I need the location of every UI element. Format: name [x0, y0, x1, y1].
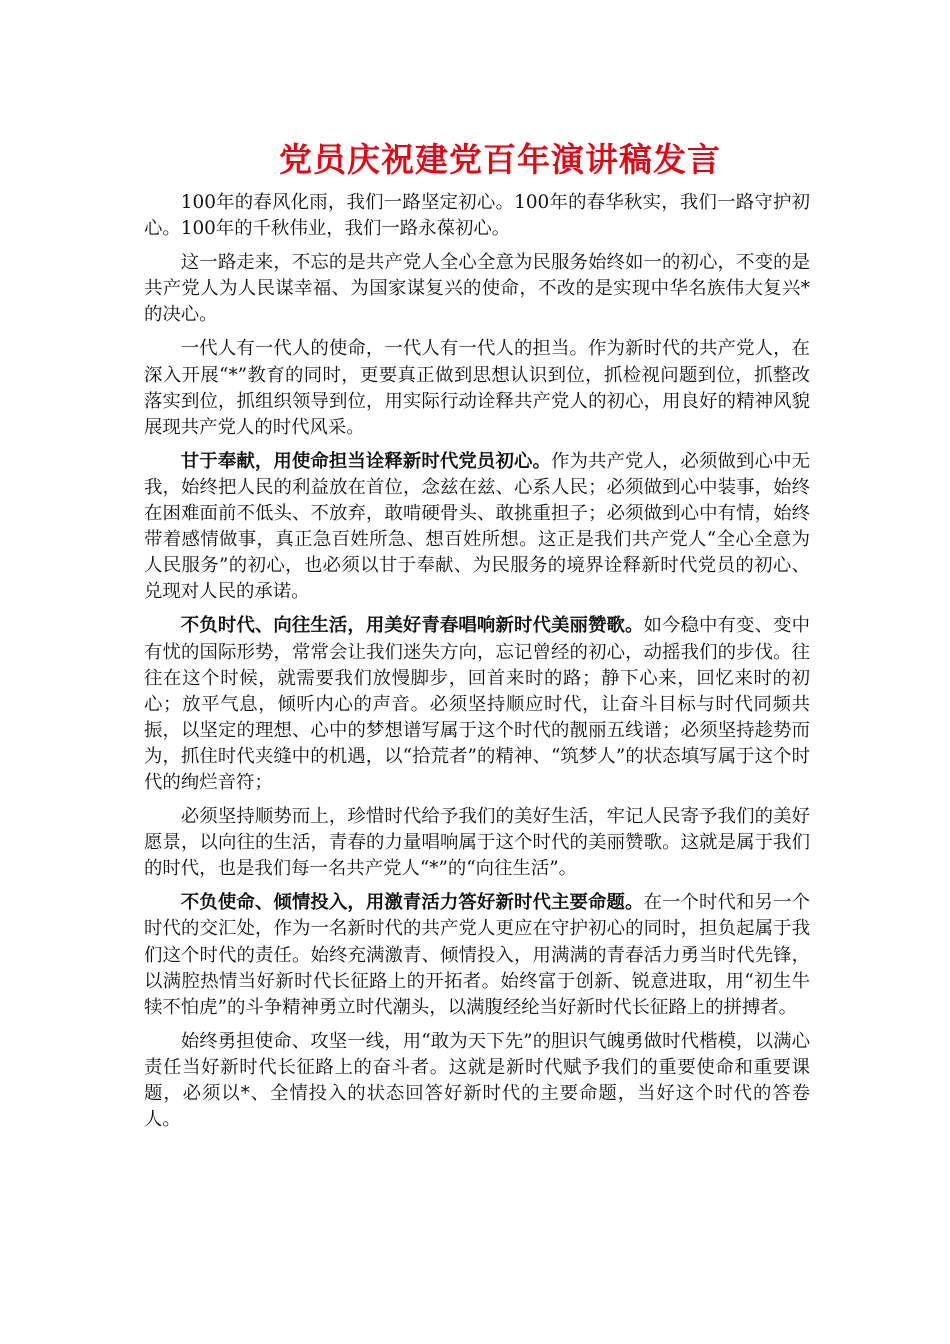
paragraph-lead-heading: 不负使命、倾情投入，用激青活力答好新时代主要命题。: [180, 892, 644, 914]
paragraph-lead-heading: 不负时代、向往生活，用美好青春唱响新时代美丽赞歌。: [180, 615, 644, 637]
paragraph-text: 始终勇担使命、攻坚一线，用“敢为天下先”的胆识气魄勇做时代楷模，以满心责任当好新时代长征路上的奋斗者。这就是新时代赋予我们的重要使命和重要课题，必须以*、全情投入的状态回答好新时代的主要命题，当好这个时代的答卷人。: [144, 1030, 810, 1131]
paragraph-3: [144, 336, 810, 440]
paragraph-5: [144, 613, 810, 796]
document-body: [144, 190, 810, 1141]
paragraph-text: 必须坚持顺势而上，珍惜时代给予我们的美好生活，牢记人民寄予我们的美好愿景，以向往的生活，青春的力量唱响属于这个时代的美丽赞歌。这就是属于我们的时代，也是我们每一名共产党人“*”的“向往生活”。: [144, 806, 810, 880]
document-title: 党员庆祝建党百年演讲稿发言: [279, 140, 721, 179]
paragraph-4: [144, 449, 810, 606]
paragraph-text: 如今稳中有变、变中有忧的国际形势，常常会让我们迷失方向，忘记曾经的初心，动摇我们的步伐。往往在这个时候，就需要我们放慢脚步，回首来时的路；静下心来，回忆来时的初心；放平气息，倾听内心的声音。必须坚持顺应时代，让奋斗目标与时代同频共振，以坚定的理想、心中的梦想谱写属于这个时代的靓丽五线谱；必须坚持趁势而为，抓住时代夹缝中的机遇，以“拾荒者”的精神、“筑梦人”的状态填写属于这个时代的绚烂音符；: [144, 615, 810, 793]
paragraph-7: [144, 890, 810, 1020]
paragraph-text: 在一个时代和另一个时代的交汇处，作为一名新时代的共产党人更应在守护初心的同时，担负起属于我们这个时代的责任。始终充满激青、倾情投入，用满满的青春活力勇当时代先锋，以满腔热情当好新时代长征路上的开拓者。始终富于创新、锐意进取，用“初生牛犊不怕虎”的斗争精神勇立时代潮头，以满腹经纶当好新时代长征路上的拼搏者。: [144, 892, 810, 1018]
paragraph-text: 作为共产党人，必须做到心中无我，始终把人民的利益放在首位，念兹在兹、心系人民；必须做到心中装事，始终在困难面前不低头、不放弃，敢啃硬骨头、敢挑重担子；必须做到心中有情，始终带着感情做事，真正急百姓所急、想百姓所想。这正是我们共产党人“全心全意为人民服务”的初心，也必须以甘于奉献、为民服务的境界诠释新时代党员的初心、兑现对人民的承诺。: [144, 450, 810, 603]
paragraph-2: [144, 250, 810, 328]
paragraph-text: 100年的春风化雨，我们一路坚定初心。100年的春华秋实，我们一路守护初心。100年的千秋伟业，我们一路永葆初心。: [144, 192, 810, 240]
paragraph-1: [144, 190, 810, 242]
paragraph-8: [144, 1029, 810, 1133]
paragraph-text: 一代人有一代人的使命，一代人有一代人的担当。作为新时代的共产党人，在深入开展“*”教育的同时，更要真正做到思想认识到位，抓检视问题到位，抓整改落实到位，抓组织领导到位，用实际行动诠释共产党人的初心，用良好的精神风貌展现共产党人的时代风采。: [144, 338, 810, 438]
paragraph-text: 这一路走来，不忘的是共产党人全心全意为民服务始终如一的初心，不变的是共产党人为人民谋幸福、为国家谋复兴的使命，不改的是实现中华名族伟大复兴*的决心。: [144, 252, 810, 326]
paragraph-6: [144, 804, 810, 882]
paragraph-lead-heading: 甘于奉献，用使命担当诠释新时代党员初心。: [180, 450, 551, 472]
